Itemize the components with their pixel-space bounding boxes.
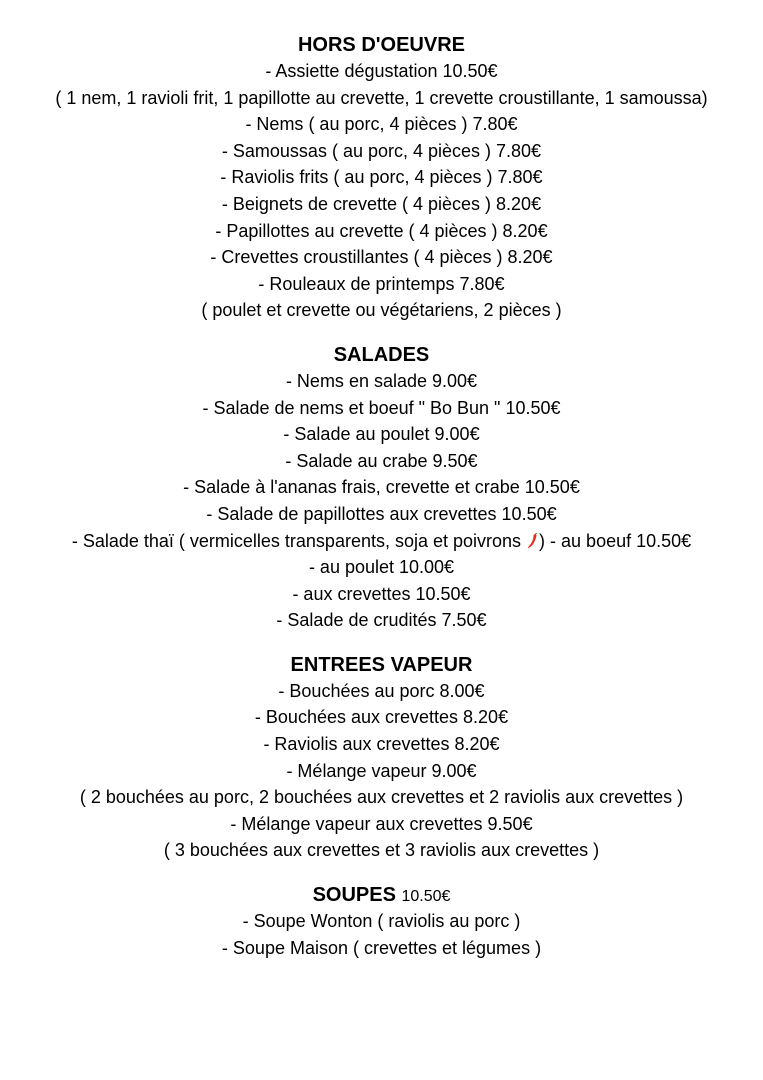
section-soupes [0, 882, 763, 961]
menu-item: - aux crevettes 10.50€ [292, 583, 471, 604]
section-title: SALADES [333, 343, 430, 366]
salade-thai-price: ) - au boeuf 10.50€ [539, 530, 692, 551]
section-title [0, 882, 763, 908]
menu-item-detail: ( poulet et crevette ou végétariens, 2 pièces ) [201, 300, 562, 321]
menu-item-salade-thai [0, 528, 763, 555]
chili-pepper-icon [527, 533, 538, 549]
menu-item: - Soupe Wonton ( raviolis au porc ) [242, 911, 521, 932]
section-title: HORS D'OEUVRE [297, 34, 465, 56]
menu-item: - Nems ( au porc, 4 pièces ) 7.80€ [245, 114, 518, 135]
section-title-text: SOUPES [312, 884, 396, 907]
menu-item: - Crevettes croustillantes ( 4 pièces ) 8.20€ [210, 247, 553, 268]
section-salades [0, 342, 763, 634]
section-hors-doeuvre [0, 32, 763, 324]
menu-item: - Raviolis aux crevettes 8.20€ [263, 734, 500, 755]
menu-item: - Salade de crudités 7.50€ [276, 610, 487, 631]
menu-item: - Salade au poulet 9.00€ [283, 424, 480, 445]
menu-item: - Beignets de crevette ( 4 pièces ) 8.20€ [221, 193, 542, 214]
menu-item-detail: ( 2 bouchées au porc, 2 bouchées aux crevettes et 2 raviolis aux crevettes ) [79, 787, 684, 808]
menu-item-detail: ( 3 bouchées aux crevettes et 3 raviolis aux crevettes ) [163, 840, 600, 861]
section-title-price: 10.50€ [401, 888, 451, 906]
menu-item: - Nems en salade 9.00€ [285, 370, 478, 391]
menu-item: - Bouchées au porc 8.00€ [278, 680, 485, 701]
menu-item: - Soupe Maison ( crevettes et légumes ) [221, 937, 542, 958]
section-entrees-vapeur [0, 652, 763, 864]
salade-thai-text: - Salade thaï ( vermicelles transparents, soja et poivrons [71, 530, 527, 551]
menu-item: - Samoussas ( au porc, 4 pièces ) 7.80€ [221, 140, 542, 161]
menu-item: - Salade à l'ananas frais, crevette et crabe 10.50€ [183, 477, 580, 498]
menu-item: - Raviolis frits ( au porc, 4 pièces ) 7.80€ [220, 167, 543, 188]
menu-item: - au poulet 10.00€ [308, 557, 455, 578]
menu-item: - Mélange vapeur aux crevettes 9.50€ [230, 813, 533, 834]
menu-item: - Assiette dégustation 10.50€ [265, 61, 498, 81]
menu-item-detail: ( 1 nem, 1 ravioli frit, 1 papillotte au crevette, 1 crevette croustillante, 1 samoussa) [55, 87, 708, 108]
menu-item: - Bouchées aux crevettes 8.20€ [254, 707, 509, 728]
menu-item: - Mélange vapeur 9.00€ [286, 760, 477, 781]
menu-item: - Salade de nems et boeuf " Bo Bun " 10.50€ [202, 397, 561, 418]
menu-item: - Rouleaux de printemps 7.80€ [258, 273, 505, 294]
menu-item: - Papillottes au crevette ( 4 pièces ) 8.20€ [215, 220, 548, 241]
menu-item: - Salade de papillottes aux crevettes 10.50€ [206, 503, 557, 524]
menu-item: - Salade au crabe 9.50€ [285, 450, 478, 471]
section-title: ENTREES VAPEUR [290, 653, 473, 676]
